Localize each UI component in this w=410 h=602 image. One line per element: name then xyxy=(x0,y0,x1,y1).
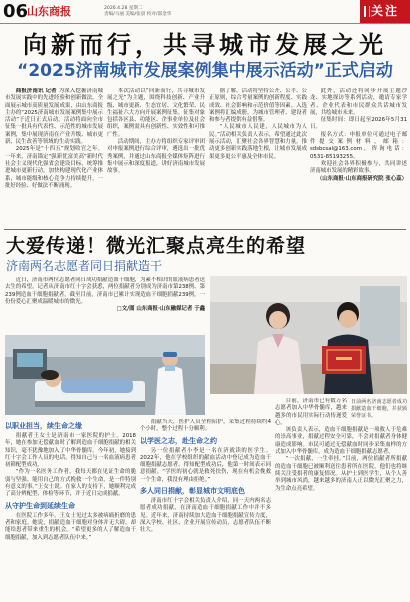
section-tag-label: 关注 xyxy=(370,4,399,18)
machine-screen xyxy=(17,353,43,367)
article2-byline: □文/图 山东商报·山东融媒记者 于鑫 xyxy=(116,306,205,313)
article2-intro xyxy=(5,277,205,333)
section-tag-mark-icon xyxy=(364,6,370,17)
section-tag xyxy=(360,0,410,23)
article2-paragraph: “作为一名医务工作者，我每天都在见证生命的脆弱与坚强。能用自己的方式挽救一个生命，是一件特别有意义的事。”王女士说。在家人的支持下，她顺利完成了高分辨配型、体检等环节，并于近日完成捐献。 xyxy=(5,469,136,498)
article1-headline: 向新而行，共寻城市发展之光 xyxy=(23,31,387,59)
article1-paragraph xyxy=(5,88,103,146)
certificate xyxy=(322,346,366,374)
newspaper-name: 山东商报 xyxy=(27,5,71,18)
article2-section-heading: 以学医之志，赴生命之约 xyxy=(140,436,217,445)
article2-paragraph: 济南市红十字会相关负责人介绍，同一天内两名志愿者成功捐献，在济南造血干细胞捐献工作中并不多见。近年来，济南持续加大造血干细胞捐献宣传力度，深入学校、社区、企业开展宣传动员，志愿者队伍不断壮大。 xyxy=(140,498,271,534)
article1-paragraph: 据了解，活动将坚持公开、公平、公正原则，综合考量案例的创新程度、实践成效、社会影响和示范价值等因素。入选案例将汇编成册，为城市管理者、建设者和参与者提供有益借鉴。 xyxy=(209,88,307,124)
article1-paragraph: 报名方式：申报单位可通过电子邮件提交案例材料，邮箱：sdsbcsal@163.com，咨询电话：0531-85193255。 xyxy=(310,131,407,160)
article1-byline: （山东商报·山东商报研究院 张心蕊） xyxy=(316,175,407,182)
article2-paragraph: “一次捐献，一生牵挂。”目前，两位捐献者所捐献的造血干细胞已被顺利送往患者所在医院，他们也将继续关注受捐者的康复情况。从护士到医学生，从个人善举到城市风尚，越来越多的济南人正以微光汇聚之力，为生命点亮希望。 xyxy=(275,456,407,492)
article2-intro-paragraph: 近日，济南市两位志愿者同日成功捐献造血干细胞，为素不相识的血液病患者送去生的希望。记者从济南市红十字会获悉，两位捐献者分别成为济南市第238例、第239例造血干细胞捐献者。截至目前，济南市已累计实现造血干细胞捐献239例，一份份爱心汇聚成温暖城市的微光。 xyxy=(5,277,205,305)
article2-column-3 xyxy=(275,398,407,600)
article1-lead: 商报济南讯 记者 xyxy=(15,88,59,94)
article1-column-4 xyxy=(310,88,407,228)
article1-paragraph: 征集时间：即日起至2026年5月31日。 xyxy=(310,117,407,131)
article2-paragraph: 捐献当天，医护人员全程陪护，采集过程持续约4个小时，整个过程十分顺利。 xyxy=(140,419,271,433)
article1-paragraph: 欢迎社会各界积极参与，共同讲述济南城市发展的精彩故事。 xyxy=(310,160,407,175)
article1-paragraph: 2025年是“十四五”规划收官之年。一年来，济南锚定“强新优富美高”新时代社会主义现代化强省会建设目标，统筹推进城市更新行动，加快构建现代化产业体系，城市能级和核心竞争力持续提升，一批好经验、好做法不断涌现。 xyxy=(5,146,103,189)
photo-donation-hospital-image xyxy=(5,335,205,415)
article2-paragraph: 在医院工作多年，王女士见过太多被病痛折磨的患者和家庭。她说，捐献造血干细胞对身体并无大碍，却能给患者带来重生的机会。“希望更多的人了解造血干细胞捐献，加入到志愿者队伍中来。” xyxy=(5,512,136,541)
photo-caption: 日前两名济南志愿者成功捐献造血干细胞，并获颁荣誉证书。 xyxy=(351,399,407,419)
issue-meta xyxy=(104,6,254,18)
article1-paragraph-text: 为深入挖掘济南城市发展实践中的先进经验和创新做法，全面展示城市高质量发展成果，由山东商报主办的“2025济南城市发展案例集中展示活动”于近日正式启动。活动将面向全市征集一批具有代表性、示范性的城市发展案例，集中展现济南在产业升级、城市更新、民生改善等领域的生动实践。 xyxy=(5,88,103,146)
article1-paragraph: 活动期间，主办方将组织专家评审团对申报案例进行综合评审，遴选出一批优秀案例，并通过山东商报全媒体矩阵进行集中展示和深度报道，讲好济南城市发展故事。 xyxy=(107,139,205,175)
issue-date: 2026.4.28 星期二 xyxy=(104,6,143,11)
article1-column-3 xyxy=(209,88,307,228)
photo-volunteers-certificate xyxy=(210,276,407,394)
article2-headline: 大爱传递！微光汇聚点亮生的希望 xyxy=(6,235,306,257)
article2-column-2 xyxy=(140,419,271,600)
article1-column-1 xyxy=(5,88,103,228)
article2-section-heading: 多人同日捐献，彰显城市文明底色 xyxy=(140,487,245,496)
section-divider xyxy=(4,229,406,230)
article2-section-heading: 从守护生命到延续生命 xyxy=(5,501,75,510)
photo-donation-hospital xyxy=(5,335,205,415)
article2-paragraph: 捐献者王女士是济南市一家医院的护士。2018年，她在参加无偿献血时了解到造血干细胞捐献的相关知识，毫不犹豫地加入了中华骨髓库。今年初，她接到红十字会工作人员的电话，得知自己与一名血液病患者初筛配型成功。 xyxy=(5,433,136,469)
photo-window xyxy=(360,286,400,346)
article1-paragraph: “人民城市人民建，人民城市为人民。”活动相关负责人表示，希望通过此次展示活动，汇聚社会各界智慧和力量，推动更多创新实践落地生根，让城市发展成果更多更公平惠及全体市民。 xyxy=(209,124,307,160)
photo-volunteers-certificate-image xyxy=(210,276,407,394)
page-header xyxy=(0,0,410,24)
article2-paragraph: 另一位捐献者小李是一名在济就读的医学生。2022年，他在学校组织的献血活动中登记成为造血干细胞捐献志愿者。得知配型成功后，他第一时间表示同意捐献。“学医的初心就是救死扶伤，现在有机会挽救一个生命，我没有理由拒绝。” xyxy=(140,447,271,483)
article1-column-2 xyxy=(107,88,205,228)
article1-paragraph: 此外，活动还将同步开展主题沙龙、实地探访等系列活动，邀请专家学者、企业代表和市民群众共话城市发展，共绘城市未来。 xyxy=(310,88,407,116)
article2-subheadline: 济南两名志愿者同日捐献造干 xyxy=(6,259,163,273)
article2-paragraph: 目前，济南市已有数万名志愿者加入中华骨髓库，越来越多的市民用实际行动传递爱心。 xyxy=(275,398,347,426)
page-number: 06 xyxy=(3,1,29,22)
article1-subheadline: “2025济南城市发展案例集中展示活动”正式启动 xyxy=(17,61,393,81)
photo-floor xyxy=(210,364,407,394)
article2-paragraph: 该负责人表示，造血干细胞捐献是一项救人于危难的崇高事业，捐献过程安全可靠，不会对捐献者身体健康造成影响。市民可通过无偿献血时同步采集血样的方式加入中华骨髓库，成为造血干细胞捐献志愿者。 xyxy=(275,427,407,456)
article2-column-1 xyxy=(5,419,136,600)
article1-paragraph: 本次活动以“向新而行，共寻城市发展之光”为主题，围绕科技创新、产业升级、城市更新、生态宜居、文化繁荣、民生福祉六大方向开展案例征集。征集对象包括各区县、功能区、企事业单位及社会组织，案例需具有创新性、实效性和可推广性。 xyxy=(107,88,205,138)
editor-credits: 责编/马丽 美编/张晨 校对/邵金华 xyxy=(104,12,172,17)
article2-section-heading: 以职业担当，续生命之缘 xyxy=(5,422,82,430)
